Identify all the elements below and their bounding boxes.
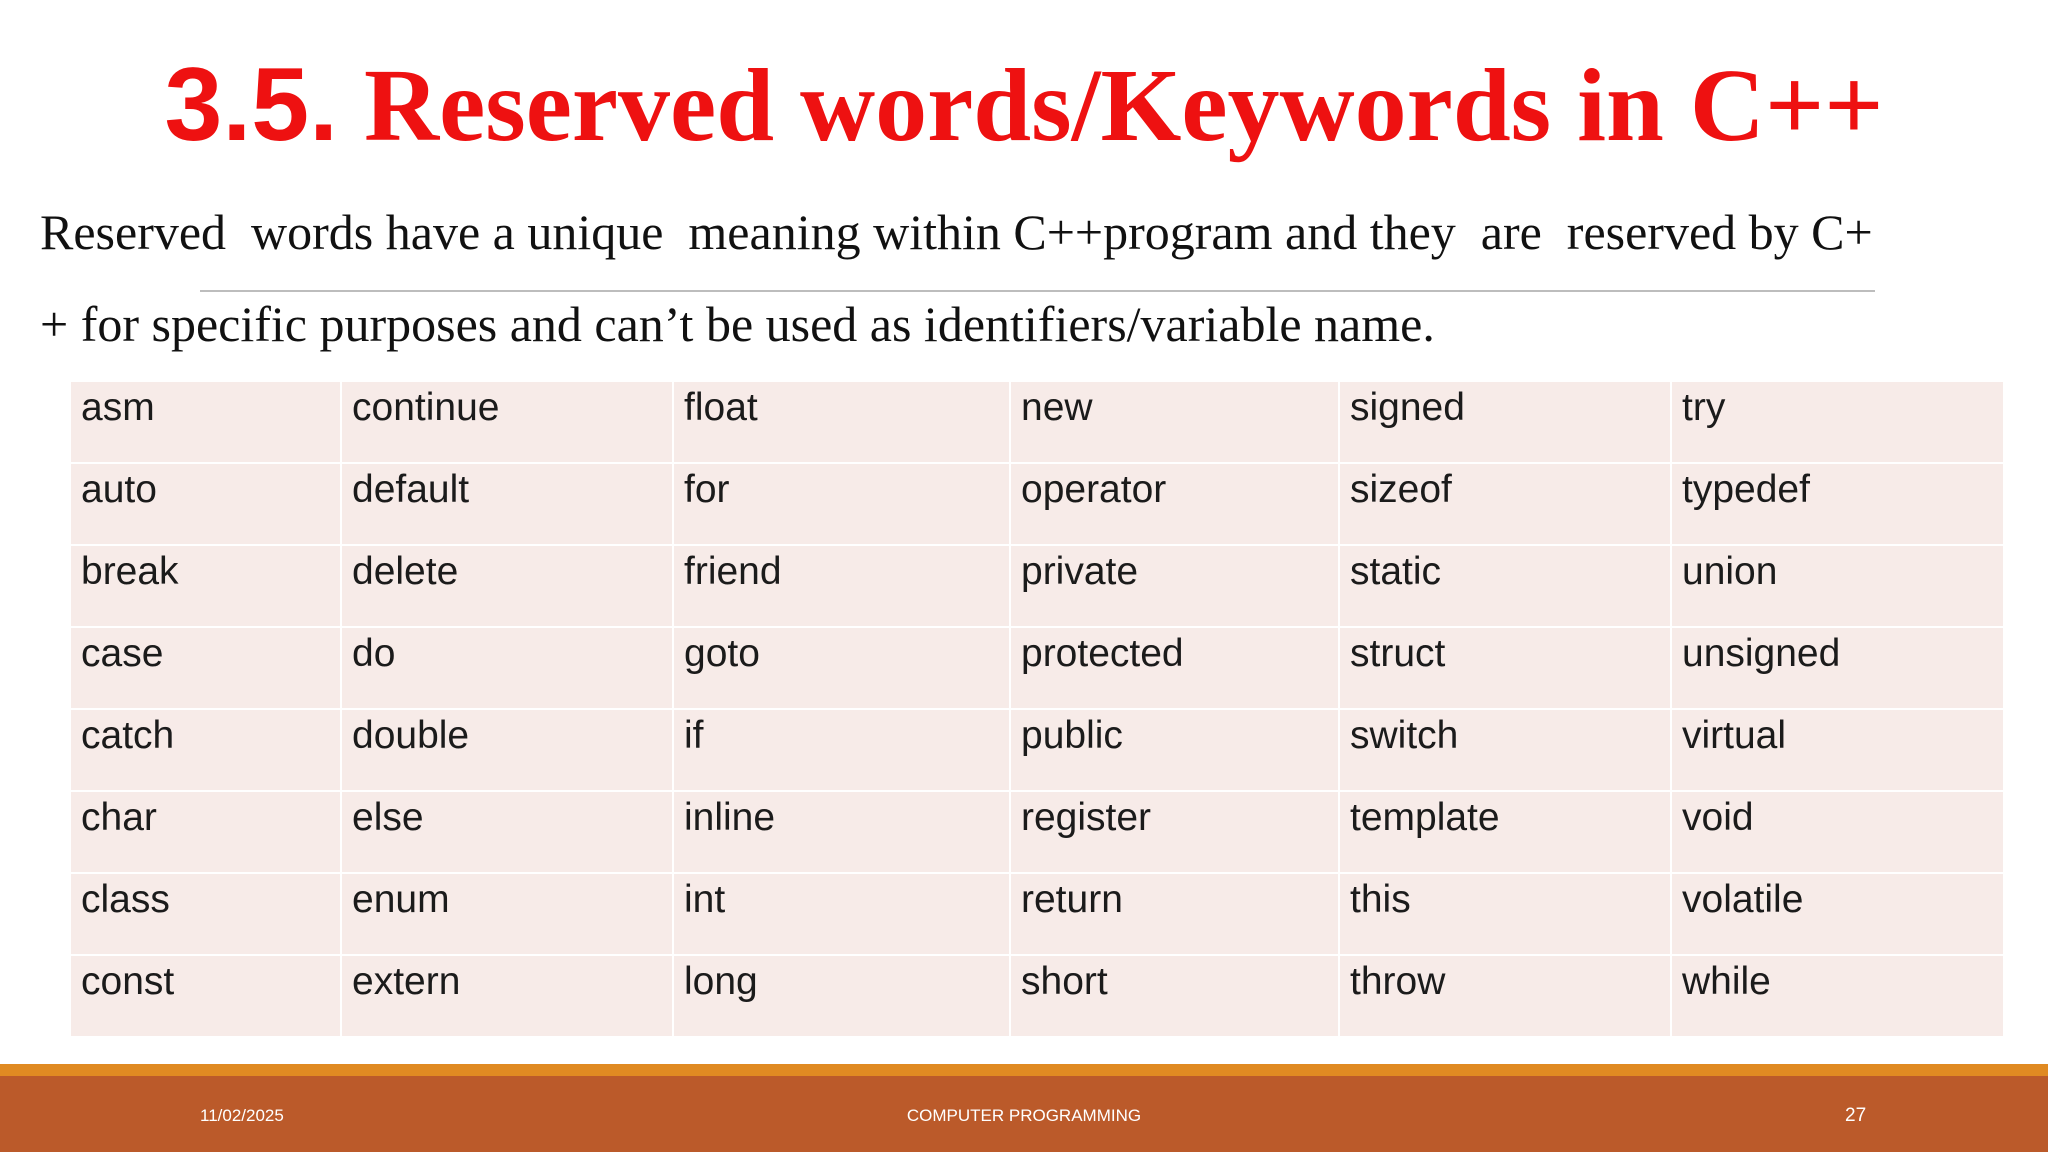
keyword-text: goto <box>684 632 760 675</box>
footer-page-number: 27 <box>1845 1105 1867 1126</box>
keyword-text: sizeof <box>1350 468 1452 511</box>
keyword-cell <box>673 463 1010 545</box>
keyword-cell <box>1010 791 1339 873</box>
keyword-cell <box>341 627 673 709</box>
keyword-cell <box>70 955 341 1037</box>
table-row <box>70 463 2004 545</box>
keyword-text: while <box>1682 960 1771 1003</box>
keyword-cell <box>1010 463 1339 545</box>
keyword-text: short <box>1021 960 1108 1003</box>
keyword-text: this <box>1350 878 1411 921</box>
keyword-cell <box>1339 791 1671 873</box>
keyword-cell <box>70 381 341 463</box>
keyword-cell <box>1010 955 1339 1037</box>
footer-date: 11/02/2025 <box>200 1106 284 1125</box>
keyword-text: extern <box>352 960 461 1003</box>
keyword-text: void <box>1682 796 1754 839</box>
keyword-text: private <box>1021 550 1139 593</box>
keyword-cell <box>1339 627 1671 709</box>
keyword-text: register <box>1021 796 1152 839</box>
keyword-cell <box>341 545 673 627</box>
keyword-text: operator <box>1021 468 1167 511</box>
keyword-text: const <box>81 960 175 1003</box>
keyword-cell <box>673 709 1010 791</box>
table-row <box>70 627 2004 709</box>
slide-title <box>0 40 2048 171</box>
keyword-cell <box>1339 545 1671 627</box>
keyword-text: struct <box>1350 632 1446 675</box>
keyword-text: unsigned <box>1682 632 1841 675</box>
keyword-text: return <box>1021 878 1123 921</box>
keyword-text: signed <box>1350 386 1465 429</box>
keyword-cell <box>1671 709 2004 791</box>
table-row <box>70 955 2004 1037</box>
keyword-cell <box>1339 381 1671 463</box>
table-row <box>70 381 2004 463</box>
keyword-text: switch <box>1350 714 1459 757</box>
table-row <box>70 709 2004 791</box>
keyword-cell <box>1671 955 2004 1037</box>
keyword-text: virtual <box>1682 714 1787 757</box>
keyword-cell <box>70 545 341 627</box>
keyword-cell <box>1671 791 2004 873</box>
keyword-cell <box>1671 873 2004 955</box>
keyword-text: else <box>352 796 424 839</box>
keyword-text: try <box>1682 386 1726 429</box>
table-row <box>70 873 2004 955</box>
keyword-text: do <box>352 632 396 675</box>
keyword-text: auto <box>81 468 157 511</box>
keyword-text: static <box>1350 550 1442 593</box>
keyword-cell <box>341 463 673 545</box>
keyword-cell <box>1671 381 2004 463</box>
keyword-text: public <box>1021 714 1123 757</box>
keyword-text: protected <box>1021 632 1184 675</box>
keyword-text: inline <box>684 796 776 839</box>
keyword-text: long <box>684 960 758 1003</box>
keyword-cell <box>341 955 673 1037</box>
keyword-cell <box>70 709 341 791</box>
keyword-cell <box>1010 709 1339 791</box>
keyword-cell <box>1339 955 1671 1037</box>
keyword-cell <box>341 873 673 955</box>
keyword-cell <box>1671 463 2004 545</box>
keyword-cell <box>70 791 341 873</box>
slide-footer <box>0 1076 2048 1152</box>
keyword-text: class <box>81 878 170 921</box>
keyword-text: double <box>352 714 470 757</box>
keyword-cell <box>70 627 341 709</box>
footer-stripe <box>0 1064 2048 1076</box>
keyword-text: asm <box>81 386 155 429</box>
keyword-text: delete <box>352 550 459 593</box>
keyword-cell <box>673 955 1010 1037</box>
keyword-text: enum <box>352 878 450 921</box>
divider-line <box>200 290 1875 292</box>
keyword-text: throw <box>1350 960 1446 1003</box>
keyword-text: for <box>684 468 730 511</box>
keyword-cell <box>673 627 1010 709</box>
keyword-text: if <box>684 714 704 757</box>
keyword-cell <box>70 463 341 545</box>
keyword-text: friend <box>684 550 782 593</box>
keyword-cell <box>341 709 673 791</box>
keyword-text: char <box>81 796 157 839</box>
keyword-cell <box>1010 873 1339 955</box>
keyword-text: template <box>1350 796 1500 839</box>
keyword-cell <box>1010 381 1339 463</box>
keyword-text: default <box>352 468 470 511</box>
keywords-table <box>69 380 2005 1038</box>
footer-course: COMPUTER PROGRAMMING <box>906 1106 1142 1125</box>
title-number: 3.5. <box>164 47 338 163</box>
body-text-line-2: + for specific purposes and can’t be used as identifiers/variable name. <box>40 296 1435 352</box>
keyword-cell <box>1010 627 1339 709</box>
keyword-cell <box>673 873 1010 955</box>
keyword-cell <box>1339 873 1671 955</box>
keyword-text: float <box>684 386 758 429</box>
keyword-text: catch <box>81 714 175 757</box>
keyword-cell <box>1671 545 2004 627</box>
table-row <box>70 791 2004 873</box>
keyword-text: continue <box>352 386 500 429</box>
keyword-text: new <box>1021 386 1093 429</box>
keyword-cell <box>341 791 673 873</box>
keyword-text: break <box>81 550 179 593</box>
keyword-text: volatile <box>1682 878 1804 921</box>
title-text: Reserved words/Keywords in C++ <box>363 48 1884 163</box>
keyword-cell <box>70 873 341 955</box>
keyword-cell <box>673 381 1010 463</box>
keyword-cell <box>1010 545 1339 627</box>
body-text-line-1: Reserved words have a unique meaning within C++program and they are reserved by C+ <box>40 204 1873 260</box>
keyword-text: typedef <box>1682 468 1810 511</box>
keyword-cell <box>673 791 1010 873</box>
keyword-cell <box>341 381 673 463</box>
keyword-cell <box>1671 627 2004 709</box>
keyword-text: int <box>684 878 726 921</box>
keyword-cell <box>673 545 1010 627</box>
keyword-text: union <box>1682 550 1778 593</box>
keyword-cell <box>1339 463 1671 545</box>
keyword-cell <box>1339 709 1671 791</box>
table-row <box>70 545 2004 627</box>
keyword-text: case <box>81 632 164 675</box>
